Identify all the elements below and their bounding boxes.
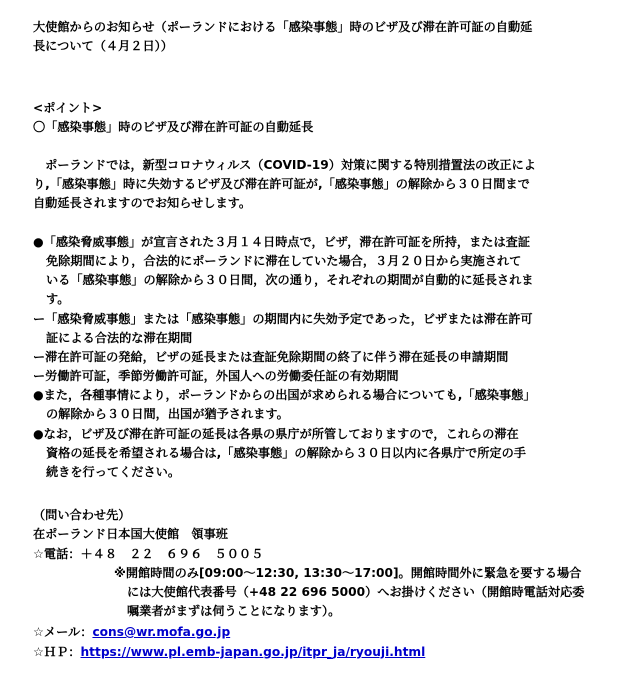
bullet-1-line-1: ●「感染脅威事態」が宣言された３月１４日時点で，ビザ，滞在許可証を所持，または査証 <box>33 235 531 249</box>
phone-label: ☆電話： <box>33 547 81 561</box>
intro-line-2: り,「感染事態」時に失効するビザ及び滞在許可証が,「感染事態」の解除から３０日間まで <box>33 177 530 191</box>
mail-label: ☆メール： <box>33 625 93 639</box>
contact-mail <box>33 623 230 642</box>
hours-line-2: には大使館代表番号（+48 22 696 5000）へお掛けください（開館時電話対応委 <box>127 585 585 599</box>
bullet-2-line-1: ●また，各種事情により，ポーランドからの出国が求められる場合についても,「感染事態」 <box>33 388 536 402</box>
bullet-3-line-1: ●なお，ビザ及び滞在許可証の延長は各県の県庁が所管しておりますので，これらの滞在 <box>33 427 519 441</box>
mail-link[interactable]: cons@wr.mofa.go.jp <box>92 625 231 639</box>
bullet-1-line-4: す。 <box>46 292 70 306</box>
bullet-2-line-2: の解除から３０日間，出国が猶予されます。 <box>46 407 289 421</box>
contact-office: 在ポーランド日本国大使館 領事班 <box>33 527 228 541</box>
bullet-1-line-3: いる「感染事態」の解除から３０日間，次の通り，それぞれの期間が自動的に延長されま <box>46 273 534 287</box>
dash-2: ー滞在許可証の発給，ビザの延長または査証免除期間の終了に伴う滞在延長の申請期間 <box>33 350 509 364</box>
contact-heading: （問い合わせ先） <box>33 508 131 522</box>
dash-1-line-1: ー「感染脅威事態」または「感染事態」の期間内に失効予定であった，ビザまたは滞在許可 <box>33 312 533 326</box>
notice-title-line-1: 大使館からのお知らせ（ポーランドにおける「感染事態」時のビザ及び滞在許可証の自動延 <box>33 20 533 34</box>
hours-line-1: ※開館時間のみ[09:00～12:30, 13:30～17:00]。開館時間外に緊急を要する場合 <box>114 566 582 580</box>
notice-title-line-2: 長について（４月２日）） <box>33 39 173 53</box>
intro-line-3: 自動延長されますのでお知らせします。 <box>33 196 252 210</box>
hp-label: ☆ＨＰ： <box>33 645 81 659</box>
bullet-1-line-2: 免除期間により，合法的にポーランドに滞在していた場合，３月２０日から実施されて <box>46 254 522 268</box>
hp-link[interactable]: https://www.pl.emb-japan.go.jp/itpr_ja/ryouji.html <box>80 645 426 659</box>
dash-1-line-2: 証による合法的な滞在期間 <box>46 331 193 345</box>
phone-number: ＋４８ ２２ ６９６ ５００５ <box>80 547 264 561</box>
points-heading: <ポイント> <box>33 101 103 115</box>
contact-hp <box>33 643 425 662</box>
bullet-3-line-3: 続きを行ってください。 <box>46 465 181 479</box>
contact-phone <box>33 545 263 564</box>
hours-line-3: 嘱業者がまずは伺うことになります）。 <box>127 604 341 618</box>
dash-3: ー労働許可証，季節労働許可証，外国人への労働委任証の有効期間 <box>33 369 399 383</box>
points-item: 〇「感染事態」時のビザ及び滞在許可証の自動延長 <box>33 120 314 134</box>
intro-line-1: ポーランドでは，新型コロナウィルス（COVID-19）対策に関する特別措置法の改正によ <box>33 158 536 172</box>
bullet-3-line-2: 資格の延長を希望される場合は,「感染事態」の解除から３０日以内に各県庁で所定の手 <box>46 446 526 460</box>
